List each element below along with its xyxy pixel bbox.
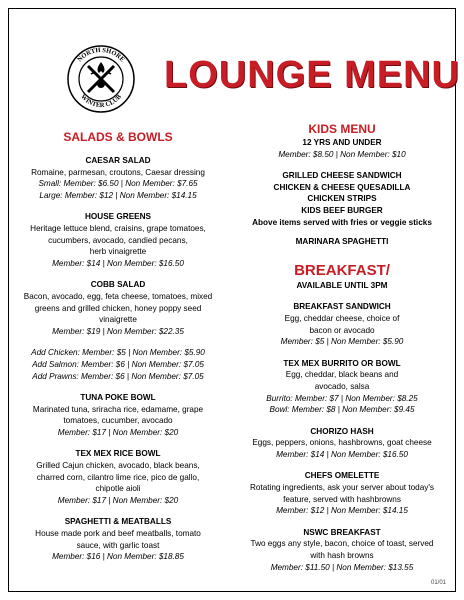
kids-item-quesadilla: CHICKEN & CHEESE QUESADILLA (273, 182, 411, 192)
caesar-desc: Romaine, parmesan, croutons, Caesar dressing (31, 167, 205, 177)
bsand-desc-2: bacon or avocado (309, 325, 375, 335)
addon-chicken: Add Chicken: Member: $5 | Non Member: $5.90 (31, 348, 205, 358)
poke-desc-1: Marinated tuna, sriracha rice, edamame, grape (32, 404, 204, 414)
kids-item-spaghetti: MARINARA SPAGHETTI (295, 237, 389, 247)
kids-breakfast-column (232, 122, 452, 573)
caesar-price-small: Small: Member: $6.50 | Non Member: $7.65 (38, 179, 198, 189)
page-number: 01/01 (430, 580, 446, 586)
club-logo (66, 44, 136, 114)
salads-bowls-column (14, 130, 222, 563)
spaghetti-price: Member: $16 | Non Member: $18.85 (52, 552, 184, 562)
burrito-desc-2: avocado, salsa (314, 381, 370, 391)
poke-name: TUNA POKE BOWL (80, 393, 156, 403)
greens-desc-1: Heritage lettuce blend, craisins, grape tomatoes, (30, 223, 206, 233)
burrito-desc-1: Egg, cheddar, black beans and (285, 370, 399, 380)
spaghetti-desc-2: sauce, with garlic toast (76, 540, 160, 550)
omelette-name: CHEFS OMELETTE (304, 471, 380, 481)
chorizo-price: Member: $14 | Non Member: $16.50 (276, 449, 408, 459)
salads-heading: SALADS & BOWLS (63, 130, 173, 144)
burrito-name: TEX MEX BURRITO OR BOWL (283, 358, 401, 368)
cobb-desc-3: vinaigrette (99, 315, 137, 325)
caesar-price-large: Large: Member: $12 | Non Member: $14.15 (39, 190, 197, 200)
bsand-name: BREAKFAST SANDWICH (293, 302, 391, 312)
poke-price: Member: $17 | Non Member: $20 (57, 427, 179, 437)
texrice-desc-3: chipotle aioli (95, 484, 141, 494)
nswc-price: Member: $11.50 | Non Member: $13.55 (270, 562, 414, 572)
cobb-price: Member: $19 | Non Member: $22.35 (52, 326, 184, 336)
texrice-desc-1: Grilled Cajun chicken, avocado, black beans, (36, 461, 200, 471)
svg-text:NORTH SHORE: NORTH SHORE (76, 46, 126, 64)
chorizo-name: CHORIZO HASH (310, 426, 374, 436)
burrito-price: Burrito: Member: $7 | Non Member: $8.25 (266, 393, 418, 403)
breakfast-sub: AVAILABLE UNTIL 3PM (296, 280, 388, 290)
caesar-name: CAESAR SALAD (85, 156, 151, 165)
kids-item-strips: CHICKEN STRIPS (307, 194, 377, 204)
cobb-desc-1: Bacon, avocado, egg, feta cheese, tomatoes, mixed (23, 291, 213, 301)
bsand-desc-1: Egg, cheddar cheese, choice of (284, 313, 400, 323)
kids-sub: 12 YRS AND UNDER (302, 138, 382, 147)
bowl-price: Bowl: Member: $8 | Non Member: $9.45 (269, 405, 415, 415)
kids-price: Member: $8.50 | Non Member: $10 (278, 149, 406, 159)
cobb-name: COBB SALAD (90, 280, 146, 290)
kids-note: Above items served with fries or veggie sticks (252, 217, 432, 227)
svg-text:WINTER CLUB: WINTER CLUB (79, 93, 123, 110)
omelette-desc-1: Rotating ingredients, ask your server about today's (249, 483, 435, 493)
addon-salmon: Add Salmon: Member: $6 | Non Member: $7.05 (32, 359, 204, 369)
breakfast-heading: BREAKFAST/ (294, 261, 390, 279)
fleur-de-lis-crossed-sticks-icon (66, 44, 136, 114)
omelette-price: Member: $12 | Non Member: $14.15 (276, 506, 408, 516)
greens-desc-3: herb vinaigrette (89, 247, 147, 257)
page-title: LOUNGE MENU (164, 54, 460, 96)
spaghetti-name: SPAGHETTI & MEATBALLS (64, 517, 172, 527)
greens-desc-2: cucumbers, avocado, candied pecans, (48, 235, 188, 245)
kids-heading: KIDS MENU (308, 122, 376, 136)
texrice-name: TEX MEX RICE BOWL (75, 449, 161, 459)
addon-prawns: Add Prawns: Member: $6 | Non Member: $7.05 (32, 371, 204, 381)
bsand-price: Member: $5 | Non Member: $5.90 (280, 337, 404, 347)
greens-name: HOUSE GREENS (85, 212, 151, 222)
kids-item-burger: KIDS BEEF BURGER (301, 205, 383, 215)
cobb-desc-2: greens and grilled chicken, honey poppy seed (34, 303, 202, 313)
nswc-name: NSWC BREAKFAST (303, 527, 381, 537)
texrice-desc-2: charred corn, cilantro lime rice, pico de gallo, (36, 472, 200, 482)
nswc-desc-1: Two eggs any style, bacon, choice of toast, served (250, 539, 434, 549)
kids-item-grilled-cheese: GRILLED CHEESE SANDWICH (282, 171, 402, 181)
greens-price: Member: $14 | Non Member: $16.50 (52, 258, 184, 268)
chorizo-desc: Eggs, peppers, onions, hashbrowns, goat cheese (252, 438, 432, 448)
poke-desc-2: tomatoes, cucumber, avocado (63, 416, 173, 426)
omelette-desc-2: feature, served with hashbrowns (283, 494, 401, 504)
nswc-desc-2: with hash browns (310, 551, 374, 561)
spaghetti-desc-1: House made pork and beef meatballs, tomato (35, 529, 201, 539)
texrice-price: Member: $17 | Non Member: $20 (57, 495, 179, 505)
